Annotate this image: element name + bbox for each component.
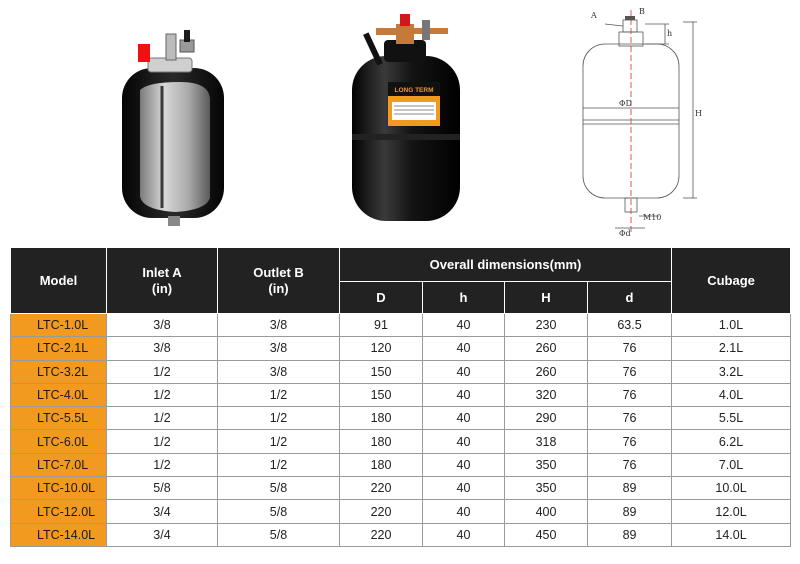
cell-inlet: 1/2 — [107, 453, 218, 476]
label-h-small: h — [667, 29, 673, 38]
cell-inlet: 1/2 — [107, 430, 218, 453]
cell-d-big: 220 — [340, 523, 423, 546]
cell-model: LTC-4.0L — [11, 383, 107, 406]
cell-d: 76 — [588, 383, 672, 406]
cell-d-big: 91 — [340, 314, 423, 337]
cell-h-big: 230 — [505, 314, 588, 337]
cell-d-big: 150 — [340, 360, 423, 383]
cell-inlet: 5/8 — [107, 477, 218, 500]
cell-d: 76 — [588, 453, 672, 476]
cell-h-big: 290 — [505, 407, 588, 430]
cell-h: 40 — [423, 477, 505, 500]
cell-outlet: 5/8 — [218, 523, 340, 546]
cell-d-big: 180 — [340, 453, 423, 476]
cell-h-big: 320 — [505, 383, 588, 406]
cell-cubage: 1.0L — [672, 314, 791, 337]
cell-outlet: 3/8 — [218, 314, 340, 337]
cell-inlet: 3/4 — [107, 500, 218, 523]
cell-model: LTC-2.1L — [11, 337, 107, 360]
header-inlet-label: Inlet A — [142, 264, 182, 280]
cell-h-big: 350 — [505, 477, 588, 500]
header-outlet-label: Outlet B — [253, 264, 304, 280]
cell-d: 76 — [588, 407, 672, 430]
cell-d: 89 — [588, 500, 672, 523]
header-H: H — [505, 282, 588, 314]
receiver-with-valve-image — [340, 10, 470, 225]
spec-table-body — [11, 314, 791, 547]
header-model: Model — [11, 248, 107, 314]
cell-h-big: 260 — [505, 360, 588, 383]
technical-drawing — [575, 4, 705, 240]
cell-h: 40 — [423, 314, 505, 337]
cell-model: LTC-14.0L — [11, 523, 107, 546]
table-row — [11, 500, 791, 523]
cell-inlet: 1/2 — [107, 407, 218, 430]
cell-cubage: 5.5L — [672, 407, 791, 430]
cell-inlet: 3/4 — [107, 523, 218, 546]
label-h-big: H — [695, 109, 702, 118]
cell-d: 76 — [588, 360, 672, 383]
cell-cubage: 7.0L — [672, 453, 791, 476]
cell-cubage: 3.2L — [672, 360, 791, 383]
cell-cubage: 4.0L — [672, 383, 791, 406]
cell-outlet: 1/2 — [218, 383, 340, 406]
cell-d-big: 220 — [340, 500, 423, 523]
header-D: D — [340, 282, 423, 314]
cell-d-big: 150 — [340, 383, 423, 406]
table-row — [11, 383, 791, 406]
cell-h-big: 260 — [505, 337, 588, 360]
header-outlet-unit: (in) — [268, 280, 289, 296]
cell-h: 40 — [423, 430, 505, 453]
product-brand-label: LONG TERM — [394, 87, 434, 94]
cell-h: 40 — [423, 453, 505, 476]
label-b: B — [639, 7, 645, 16]
cell-d: 89 — [588, 523, 672, 546]
cell-model: LTC-12.0L — [11, 500, 107, 523]
cell-d-big: 120 — [340, 337, 423, 360]
cell-outlet: 1/2 — [218, 407, 340, 430]
table-row — [11, 314, 791, 337]
cell-cubage: 14.0L — [672, 523, 791, 546]
table-row — [11, 337, 791, 360]
table-row — [11, 477, 791, 500]
cell-d: 89 — [588, 477, 672, 500]
cell-model: LTC-7.0L — [11, 453, 107, 476]
cell-h: 40 — [423, 383, 505, 406]
cell-model: LTC-6.0L — [11, 430, 107, 453]
cell-d: 63.5 — [588, 314, 672, 337]
cell-d-big: 180 — [340, 430, 423, 453]
product-images — [0, 0, 800, 244]
cell-d: 76 — [588, 337, 672, 360]
cell-inlet: 3/8 — [107, 337, 218, 360]
header-h: h — [423, 282, 505, 314]
cell-d-big: 220 — [340, 477, 423, 500]
cell-outlet: 3/8 — [218, 337, 340, 360]
cell-h: 40 — [423, 360, 505, 383]
cell-outlet: 5/8 — [218, 477, 340, 500]
cell-outlet: 1/2 — [218, 430, 340, 453]
cell-inlet: 1/2 — [107, 383, 218, 406]
table-row — [11, 523, 791, 546]
cutaway-receiver-image — [118, 20, 228, 230]
cell-h: 40 — [423, 523, 505, 546]
cell-h-big: 350 — [505, 453, 588, 476]
cell-h: 40 — [423, 337, 505, 360]
cell-inlet: 3/8 — [107, 314, 218, 337]
cell-outlet: 5/8 — [218, 500, 340, 523]
table-row — [11, 430, 791, 453]
cell-inlet: 1/2 — [107, 360, 218, 383]
table-row — [11, 407, 791, 430]
table-row — [11, 453, 791, 476]
label-d-small: Φd — [619, 229, 631, 238]
header-cubage: Cubage — [672, 248, 791, 314]
label-d-big: ΦD — [619, 99, 632, 108]
cell-d-big: 180 — [340, 407, 423, 430]
cell-model: LTC-1.0L — [11, 314, 107, 337]
cell-cubage: 12.0L — [672, 500, 791, 523]
cell-model: LTC-10.0L — [11, 477, 107, 500]
cell-outlet: 3/8 — [218, 360, 340, 383]
cell-cubage: 10.0L — [672, 477, 791, 500]
cell-h-big: 318 — [505, 430, 588, 453]
header-overall-dimensions: Overall dimensions(mm) — [340, 248, 672, 282]
cell-cubage: 6.2L — [672, 430, 791, 453]
header-inlet — [107, 248, 218, 314]
header-d: d — [588, 282, 672, 314]
label-m10: M10 — [643, 213, 662, 222]
cell-h-big: 400 — [505, 500, 588, 523]
spec-table — [10, 247, 791, 547]
table-row — [11, 360, 791, 383]
cell-model: LTC-5.5L — [11, 407, 107, 430]
label-a: A — [591, 11, 597, 20]
cell-model: LTC-3.2L — [11, 360, 107, 383]
cell-outlet: 1/2 — [218, 453, 340, 476]
cell-cubage: 2.1L — [672, 337, 791, 360]
cell-h: 40 — [423, 407, 505, 430]
cell-h: 40 — [423, 500, 505, 523]
cell-h-big: 450 — [505, 523, 588, 546]
header-outlet — [218, 248, 340, 314]
header-inlet-unit: (in) — [151, 280, 173, 296]
cell-d: 76 — [588, 430, 672, 453]
